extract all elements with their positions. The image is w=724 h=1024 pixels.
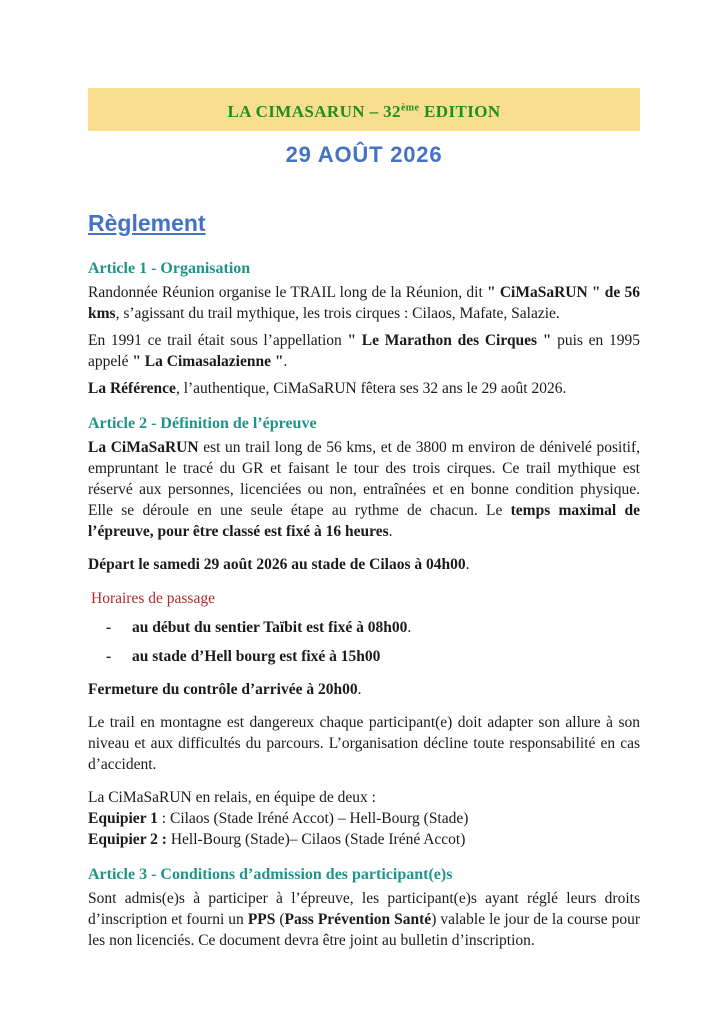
text-run: Sont admis(e)s à participer à l’épreuve, les participant(e)s ayant réglé leurs droits d’inscription et fourni un [88, 889, 640, 928]
bullet-text [132, 646, 380, 667]
subheading-red: Horaires de passage [91, 589, 215, 607]
bold-text-run: Equipier 2 : [88, 830, 167, 848]
bold-text-run: temps maximal de l’épreuve, pour être classé est fixé à 16 heures [88, 501, 640, 540]
event-title [227, 102, 500, 121]
paragraph [88, 378, 640, 399]
text-run: Hell-Bourg (Stade)– Cilaos (Stade Iréné Accot) [166, 830, 466, 848]
dash-bullet-icon: - [106, 618, 112, 636]
page-title: Règlement [88, 209, 206, 236]
event-date: 29 AOÛT 2026 [285, 141, 443, 167]
article-heading: Article 1 - Organisation [88, 259, 251, 277]
event-title-prefix: LA CIMASARUN – 32 [227, 101, 401, 121]
bold-text-run: Fermeture du contrôle d’arrivée à 20h00 [88, 680, 358, 698]
event-title-suffix: EDITION [419, 101, 501, 121]
paragraph [88, 712, 640, 775]
paragraph [88, 437, 640, 542]
bold-text-run: " La Cimasalazienne " [132, 352, 284, 370]
text-run: En 1991 ce trail était sous l’appellation [88, 331, 348, 349]
bold-text-run: au stade d’Hell bourg est fixé à 15h00 [132, 647, 381, 665]
bullet-item [88, 617, 640, 638]
text-run: . [283, 352, 288, 370]
text-run: . [465, 555, 470, 573]
text-run: . [407, 618, 412, 636]
text-run: Randonnée Réunion organise le TRAIL long de la Réunion, dit [88, 283, 487, 301]
text-run: La CiMaSaRUN en relais, en équipe de deux : [88, 788, 376, 806]
bold-text-run: au début du sentier Taïbit est fixé à 08h00 [132, 618, 408, 636]
paragraph [88, 888, 640, 951]
paragraph [88, 330, 640, 372]
bold-text-run: Equipier 1 [88, 809, 158, 827]
document-body [88, 258, 640, 951]
text-run: Le trail en montagne est dangereux chaque participant(e) doit adapter son allure à son niveau et aux difficultés du parcours. L’organisation décline toute responsabilité en cas d’accident. [88, 713, 640, 773]
text-run: est un trail long de 56 kms, et de 3800 m environ de dénivelé positif, empruntant le tracé du GR et faisant le tour des trois cirques. Ce trail mythique est réservé aux personnes, licenciées ou non, entraînées et en bonne condition physique. Elle se déroule en une seule étape au rythme de chacun. Le [88, 438, 641, 519]
paragraph [88, 787, 640, 808]
event-title-ordinal-sup: ème [400, 102, 420, 113]
text-run: : Cilaos (Stade Iréné Accot) – Hell-Bourg (Stade) [157, 809, 469, 827]
text-run: , l’authentique, CiMaSaRUN fêtera ses 32 ans le 29 août 2026. [175, 379, 567, 397]
paragraph [88, 829, 640, 850]
bold-text-run: La Référence [88, 379, 176, 397]
article-heading: Article 3 - Conditions d’admission des participant(e)s [88, 865, 453, 883]
text-run: ( [275, 910, 285, 928]
text-run: . [357, 680, 362, 698]
bullet-item [88, 646, 640, 667]
text-run: ) valable le jour de la course pour les non licenciés. Ce document devra être joint au bulletin d’inscription. [88, 910, 640, 949]
text-run: , s’agissant du trail mythique, les trois cirques : Cilaos, Mafate, Salazie. [115, 304, 560, 322]
bold-text-run: " Le Marathon des Cirques " [347, 331, 552, 349]
bold-text-run: Départ le samedi 29 août 2026 au stade de Cilaos à 04h00 [88, 555, 466, 573]
bold-text-run: " CiMaSaRUN " de 56 kms [88, 283, 641, 322]
paragraph [88, 808, 640, 829]
text-run: puis en 1995 appelé [88, 331, 641, 370]
bullet-text [132, 617, 411, 638]
bold-text-run: PPS [247, 910, 276, 928]
paragraph [88, 554, 640, 575]
paragraph [88, 282, 640, 324]
paragraph [88, 679, 640, 700]
dash-bullet-icon: - [106, 647, 112, 665]
title-banner [88, 88, 640, 131]
text-run: . [388, 522, 393, 540]
bold-text-run: La CiMaSaRUN [88, 438, 199, 456]
bold-text-run: Pass Prévention Santé [284, 910, 432, 928]
article-heading: Article 2 - Définition de l’épreuve [88, 414, 317, 432]
